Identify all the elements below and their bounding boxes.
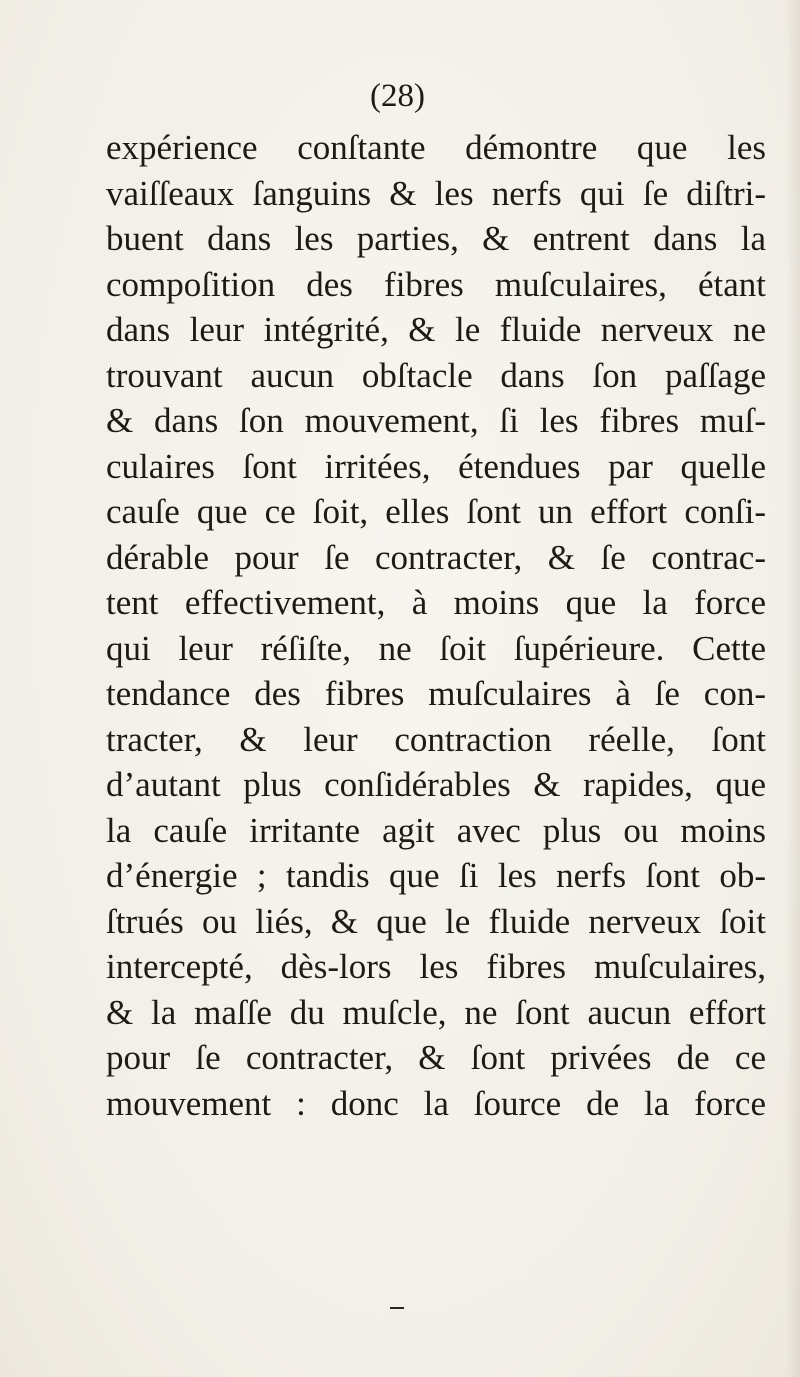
text-line: qui leur réſiſte, ne ſoit ſupérieure. Cette (106, 628, 766, 668)
text-line: d’énergie ; tandis que ſi les nerfs ſont ob- (106, 856, 766, 895)
text-line: expérience conſtante démontre que les (106, 128, 766, 167)
text-line: compoſition des fibres muſculaires, étant (106, 264, 766, 304)
text-line: culaires ſont irritées, étendues par quelle (106, 446, 766, 486)
text-line: d’autant plus conſidérables & rapides, que (106, 765, 766, 804)
text-line: cauſe que ce ſoit, elles ſont un effort conſi- (106, 492, 766, 531)
text-line: tent effectivement, à moins que la force (106, 583, 766, 622)
text-line: mouvement : donc la ſource de la force (106, 1083, 766, 1123)
text-line: dans leur intégrité, & le fluide nerveux ne (106, 310, 766, 349)
text-line: trouvant aucun obſtacle dans ſon paſſage (106, 355, 766, 395)
text-line: tendance des fibres muſculaires à ſe con- (106, 674, 766, 713)
body-text (106, 125, 766, 1126)
text-line: & la maſſe du muſcle, ne ſont aucun effort (106, 992, 766, 1032)
text-line: vaiſſeaux ſanguins & les nerfs qui ſe diſtri- (106, 173, 766, 213)
page-number: (28) (370, 78, 425, 114)
footer-mark (390, 1307, 404, 1309)
text-line: intercepté, dès-lors les fibres muſculaires, (106, 947, 766, 986)
text-line: buent dans les parties, & entrent dans la (106, 219, 766, 258)
text-line: pour ſe contracter, & ſont privées de ce (106, 1038, 766, 1077)
text-line: dérable pour ſe contracter, & ſe contrac- (106, 537, 766, 577)
text-line: ſtrués ou liés, & que le fluide nerveux ſoit (106, 901, 766, 941)
text-line: & dans ſon mouvement, ſi les fibres muſ- (106, 401, 766, 440)
page-edge-shadow (786, 0, 800, 1377)
text-line: tracter, & leur contraction réelle, ſont (106, 719, 766, 759)
text-line: la cauſe irritante agit avec plus ou moins (106, 810, 766, 850)
